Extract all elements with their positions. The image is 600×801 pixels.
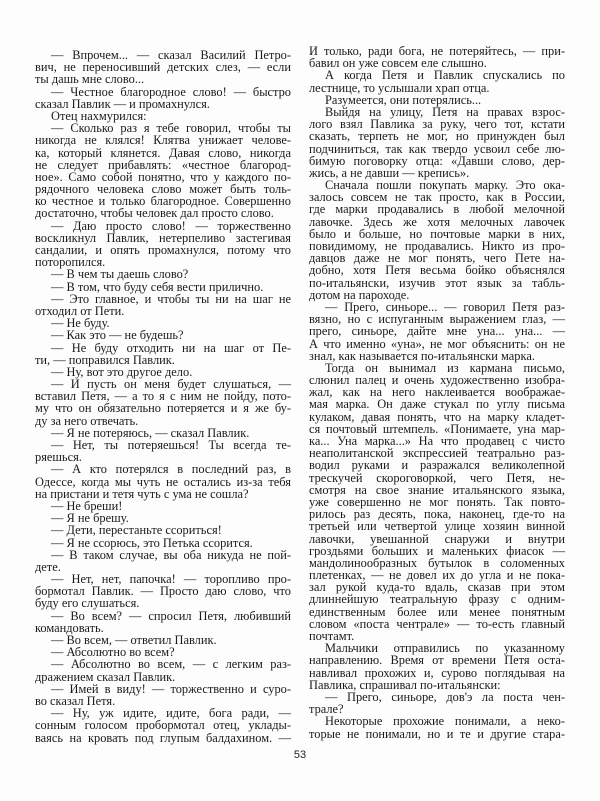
- text-line: кулаком, давая понять, что на марку кладет-: [309, 409, 565, 424]
- text-line: сказать, терпеть не мог, но принужден был: [309, 129, 565, 144]
- text-line: Отец нахмурился:: [51, 108, 147, 123]
- text-line: командовать.: [35, 620, 104, 635]
- text-line: где марки продавались в любой мелочной: [309, 202, 565, 217]
- text-line: — В том, что буду себя вести прилично.: [51, 279, 264, 294]
- text-line: сандалии, и опять промахнулся, потому что: [35, 243, 291, 257]
- text-line: — Впрочем... — сказал Василий Петро-: [51, 48, 291, 62]
- page-number: 53: [293, 749, 307, 761]
- text-line: Некоторые прохожие понимали, а неко-: [325, 714, 565, 729]
- text-line: бавил он уже совсем еле слышно.: [309, 56, 487, 71]
- text-line: ное». Само собой понятно, что у каждого по-: [35, 169, 291, 184]
- text-line: гроздьями больших и маленьких фиасок —: [309, 543, 565, 558]
- text-line: мандолинообразных бутылок в соломенных: [309, 555, 565, 570]
- text-line: — Как это — не будешь?: [51, 328, 184, 343]
- text-line: воскликнул Павлик, нетерпеливо застегивая: [35, 230, 291, 245]
- text-line: третьей или четвертой улице хозяин винной: [309, 519, 565, 534]
- text-line: — Во всем, — ответил Павлик.: [51, 633, 217, 647]
- text-line: Сначала пошли покупать марку. Это ока-: [325, 178, 565, 193]
- text-line: во сказал Петя.: [35, 693, 116, 708]
- text-line: — В таком случае, вы оба никуда не пой-: [51, 547, 291, 562]
- text-line: никогда не клялся! Клятва унижает челове-: [35, 133, 291, 148]
- text-line: подчиниться, так как твердо усвоил себе лю-: [309, 141, 565, 156]
- text-line: — Даю просто слово! — торжественно: [51, 218, 291, 233]
- text-line: — Я не брешу.: [51, 511, 129, 526]
- text-line: Выйдя на улицу, Петя на правах взрос-: [325, 104, 565, 119]
- text-line: Мальчики отправились по указанному: [325, 641, 565, 656]
- text-line: отходил от Пети.: [35, 303, 125, 318]
- text-line: залось совсем не так просто, как в России,: [309, 190, 565, 205]
- text-line: бормотал Павлик. — Просто даю слово, что: [35, 584, 291, 599]
- text-line: сонным голосом пробормотал отец, уклады-: [35, 718, 291, 733]
- text-line: трале?: [309, 702, 344, 717]
- text-line: — Ну, уж идите, идите, бога ради, —: [51, 706, 291, 721]
- text-line: почтамт.: [309, 629, 355, 643]
- text-line: — Нет, ты потеряешься! Ты всегда те-: [51, 438, 291, 452]
- left-text-column: [35, 49, 291, 744]
- text-line: лестнице, то услышали храп отца.: [309, 80, 490, 95]
- text-line: лавочке. Здесь же хотя мелочных лавочек: [309, 214, 565, 229]
- text-line: ка, который клянется. Давая слово, никогда: [35, 145, 291, 160]
- text-line: — В чем ты даешь слово?: [51, 267, 189, 282]
- text-line: — Я не ссорюсь, это Петька ссорится.: [51, 535, 253, 550]
- text-line: А когда Петя и Павлик спускались по: [325, 68, 565, 83]
- right-text-column: [309, 45, 565, 740]
- text-line: — Абсолютно во всем?: [51, 645, 175, 660]
- text-line: поторопился.: [35, 255, 106, 270]
- text-line: сказал Павлик — и промахнулся.: [35, 96, 210, 111]
- text-line: Одессе, когда мы чуть не остались из-за тебя: [35, 474, 291, 489]
- text-line: — Не буду.: [51, 316, 110, 331]
- text-line: на пристани и тетя чуть с ума не сошла?: [35, 486, 249, 501]
- text-line: словом «поста чентрале» — то-есть главный: [309, 616, 565, 631]
- text-line: дете.: [35, 559, 61, 574]
- text-line: навливал прохожих и, сурово поглядывая на: [309, 665, 565, 680]
- text-line: бимую поговорку отца: «Давши слово, дер-: [309, 153, 565, 168]
- text-line: ду за него отвечать.: [35, 413, 139, 428]
- text-line: дотом на пароходе.: [309, 287, 410, 302]
- text-line: давцов даже не мог понять, чего Пете на-: [309, 251, 565, 266]
- text-line: — Честное благородное слово! — быстро: [51, 84, 291, 99]
- text-line: ся почтовый штемпель. «Понимаете, уна мар-: [309, 421, 565, 436]
- text-line: — Абсолютно во всем, — с легким раз-: [51, 657, 291, 672]
- text-line: — Сколько раз я тебе говорил, чтобы ты: [51, 121, 291, 136]
- text-line: — Не бреши!: [51, 498, 123, 513]
- text-line: вставил Петя, — а то я с ним не пойду, пото-: [35, 389, 291, 404]
- text-line: добно, хотя Петя весьма бойко объяснялся: [309, 263, 565, 278]
- text-line: — Имей в виду! — торжественно и суро-: [51, 681, 291, 696]
- text-line: смотря на свое знание итальянского языка,: [309, 482, 565, 497]
- text-line: — Дети, перестаньте ссориться!: [51, 523, 222, 538]
- text-line: не следует прибавлять: «честное благород-: [35, 157, 291, 172]
- text-line: достаточно, чтобы человек дал просто слово.: [35, 206, 274, 221]
- text-line: — Нет, нет, папочка! — торопливо про-: [51, 572, 291, 587]
- text-line: слюнил палец и очень художественно изобра-: [309, 373, 565, 388]
- text-line: вич, не переносивший детских слез, — если: [35, 60, 291, 75]
- text-line: буду его слушаться.: [35, 596, 140, 611]
- text-line: зал рукой куда-то вдаль, сказав при этом: [309, 580, 565, 595]
- text-line: дражением сказал Павлик.: [35, 669, 176, 684]
- text-line: торые не понимали, но и те и другие стара-: [309, 726, 565, 741]
- text-line: по-итальянски, изучив этот язык за табль-: [309, 275, 565, 290]
- text-line: лавочки, увешанной снаружи и внутри: [309, 531, 565, 546]
- text-line: направлению. Время от времени Петя оста-: [309, 653, 565, 668]
- text-line: водил руками и разражался великолепной: [309, 458, 565, 473]
- text-line: — Во всем? — спросил Петя, любивший: [51, 608, 291, 623]
- text-line: было и больше, но почтовые марки в них,: [309, 226, 565, 241]
- text-line: — А кто потерялся в последний раз, в: [51, 462, 291, 477]
- text-line: Тогда он вынимал из кармана письмо,: [325, 360, 565, 375]
- text-line: Павлика, спрашивал по-итальянски:: [309, 677, 501, 692]
- text-line: — И пусть он меня будет слушаться, —: [51, 377, 291, 392]
- text-line: знал, как называется по-итальянски марка.: [309, 348, 535, 363]
- text-line: — Это главное, и чтобы ты ни на шаг не: [51, 291, 291, 306]
- text-line: вязно, но с испуганным выражением глаз, —: [309, 312, 565, 327]
- text-line: трескучей скороговоркой, чего Петя, не-: [309, 470, 565, 485]
- text-line: ваясь на кровать под глупым балдахином. —: [35, 730, 291, 745]
- text-line: — Прего, синьоре... — говорил Петя раз-: [325, 299, 565, 314]
- text-line: ти, — поправился Павлик.: [35, 352, 175, 367]
- text-line: уже совершенно не мог понять. Так повто-: [309, 494, 565, 509]
- text-line: — Я не потеряюсь, — сказал Павлик.: [51, 425, 250, 440]
- text-line: ка... Уна марка...» На что продавец с чисто: [309, 434, 565, 448]
- text-line: мая марка. Он даже стукал по углу письма: [309, 397, 565, 412]
- text-line: рядочного человека слово может быть толь-: [35, 182, 291, 197]
- text-line: Разумеется, они потерялись...: [325, 92, 482, 107]
- text-line: единственным более или менее понятным: [309, 604, 565, 619]
- text-line: ты дашь мне слово...: [35, 72, 145, 87]
- text-line: ко честное и только благородное. Совершенно: [35, 194, 291, 209]
- text-line: рилось раз десять, пока, наконец, где-то на: [309, 507, 565, 522]
- text-line: неаполитанской экспрессией театрально раз-: [309, 446, 565, 461]
- text-line: А что именно «уна», не мог объяснить: он не: [309, 336, 565, 351]
- text-line: — Прего, синьоре, дов'э ла поста чен-: [325, 689, 565, 704]
- text-line: жал, как на него наклеивается воображае-: [309, 385, 565, 400]
- text-line: му что он обязательно потеряется и я же бу-: [35, 401, 291, 416]
- text-line: прего, синьоре, дайте мне уна... уна... —: [309, 324, 565, 339]
- text-line: жись, а не давши — крепись».: [309, 165, 470, 180]
- text-line: плетенках, — не довел их до угла и не пока-: [309, 568, 565, 583]
- text-line: И только, ради бога, не потеряйтесь, — при-: [309, 44, 565, 58]
- text-line: длиннейшую театральную фразу с одним-: [309, 592, 565, 607]
- text-line: — Не буду отходить ни на шаг от Пе-: [51, 340, 291, 355]
- text-line: — Ну, вот это другое дело.: [51, 364, 193, 379]
- text-line: ряешься.: [35, 450, 82, 465]
- text-line: повидимому, не продавались. Никто из про-: [309, 239, 565, 253]
- text-line: лого взял Павлика за руку, чего тот, кстати: [309, 117, 565, 132]
